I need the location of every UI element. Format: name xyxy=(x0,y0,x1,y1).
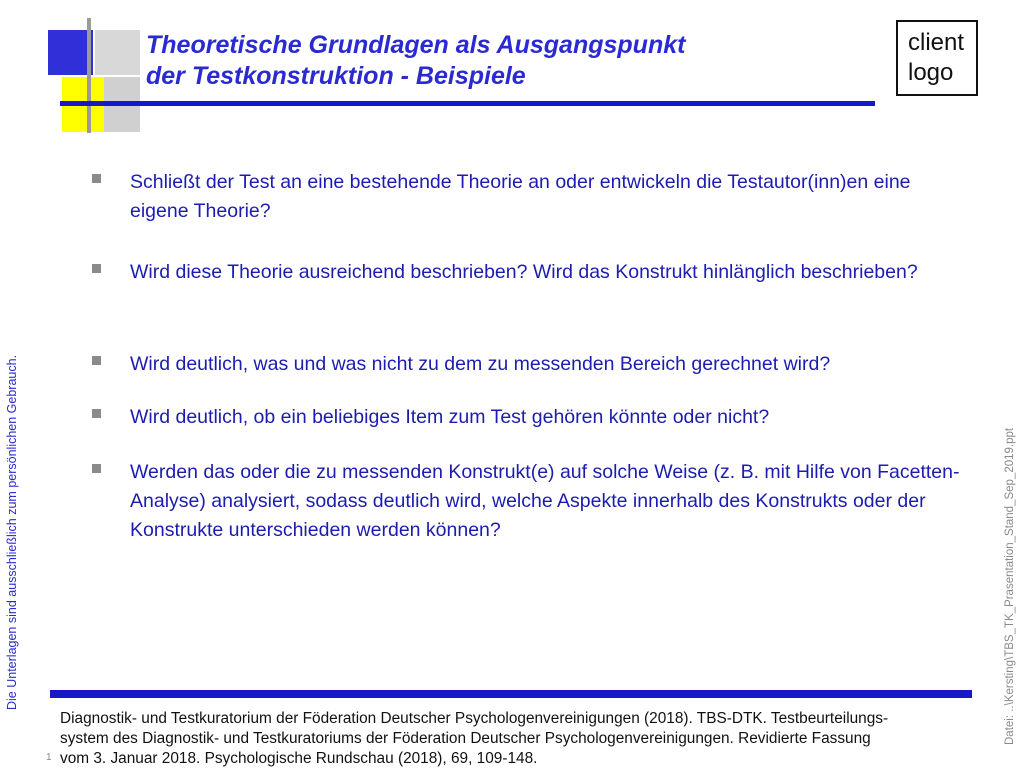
square-bullet-icon xyxy=(92,356,101,365)
side-note-usage: Die Unterlagen sind ausschließlich zum persönlichen Gebrauch. xyxy=(5,354,19,710)
reference-line-1: Diagnostik- und Testkuratorium der Föderation Deutscher Psychologenvereinigungen (2018). TBS-DTK. Testbeurteilungs- xyxy=(60,710,889,727)
bullet-text: Werden das oder die zu messenden Konstrukt(e) auf solche Weise (z. B. mit Hilfe von Facetten-Analyse) analysiert, sodass deutlich wird, welche Aspekte innerhalb des Konstrukts oder der Konstrukte unterschieden werden können? xyxy=(130,461,960,541)
footer-rule xyxy=(50,690,972,698)
side-note-filename: Datei: ..\Kersting\TBS_TK_Prasentation_Stand_Sep_2019.ppt xyxy=(1004,427,1016,745)
bullet-text: Wird diese Theorie ausreichend beschrieben? Wird das Konstrukt hinlänglich beschrieben? xyxy=(130,261,918,283)
page-number: 1 xyxy=(46,752,52,763)
title-line-1: Theoretische Grundlagen als Ausgangspunkt xyxy=(146,31,686,59)
square-bullet-icon xyxy=(92,174,101,183)
bullet-text: Schließt der Test an eine bestehende Theorie an oder entwickeln die Testautor(inn)en eine eigene Theorie? xyxy=(130,171,911,222)
page-title xyxy=(146,30,846,92)
deco-gray-square xyxy=(95,30,140,75)
logo-line-1: client xyxy=(908,29,965,56)
reference-line-2: system des Diagnostik- und Testkuratoriums der Föderation Deutscher Psychologenvereinigungen. Revidierte Fassung xyxy=(60,730,871,747)
client-logo xyxy=(896,20,978,96)
bullet-text: Wird deutlich, ob ein beliebiges Item zum Test gehören könnte oder nicht? xyxy=(130,406,770,428)
title-line-2: der Testkonstruktion - Beispiele xyxy=(146,62,526,90)
bullet-text: Wird deutlich, was und was nicht zu dem zu messenden Bereich gerechnet wird? xyxy=(130,353,831,375)
square-bullet-icon xyxy=(92,409,101,418)
reference-citation xyxy=(60,709,990,769)
reference-line-3: vom 3. Januar 2018. Psychologische Rundschau (2018), 69, 109-148. xyxy=(60,750,538,767)
logo-line-2: logo xyxy=(908,59,954,86)
square-bullet-icon xyxy=(92,464,101,473)
deco-vertical-line xyxy=(87,18,91,133)
title-underline xyxy=(60,101,875,106)
square-bullet-icon xyxy=(92,264,101,273)
